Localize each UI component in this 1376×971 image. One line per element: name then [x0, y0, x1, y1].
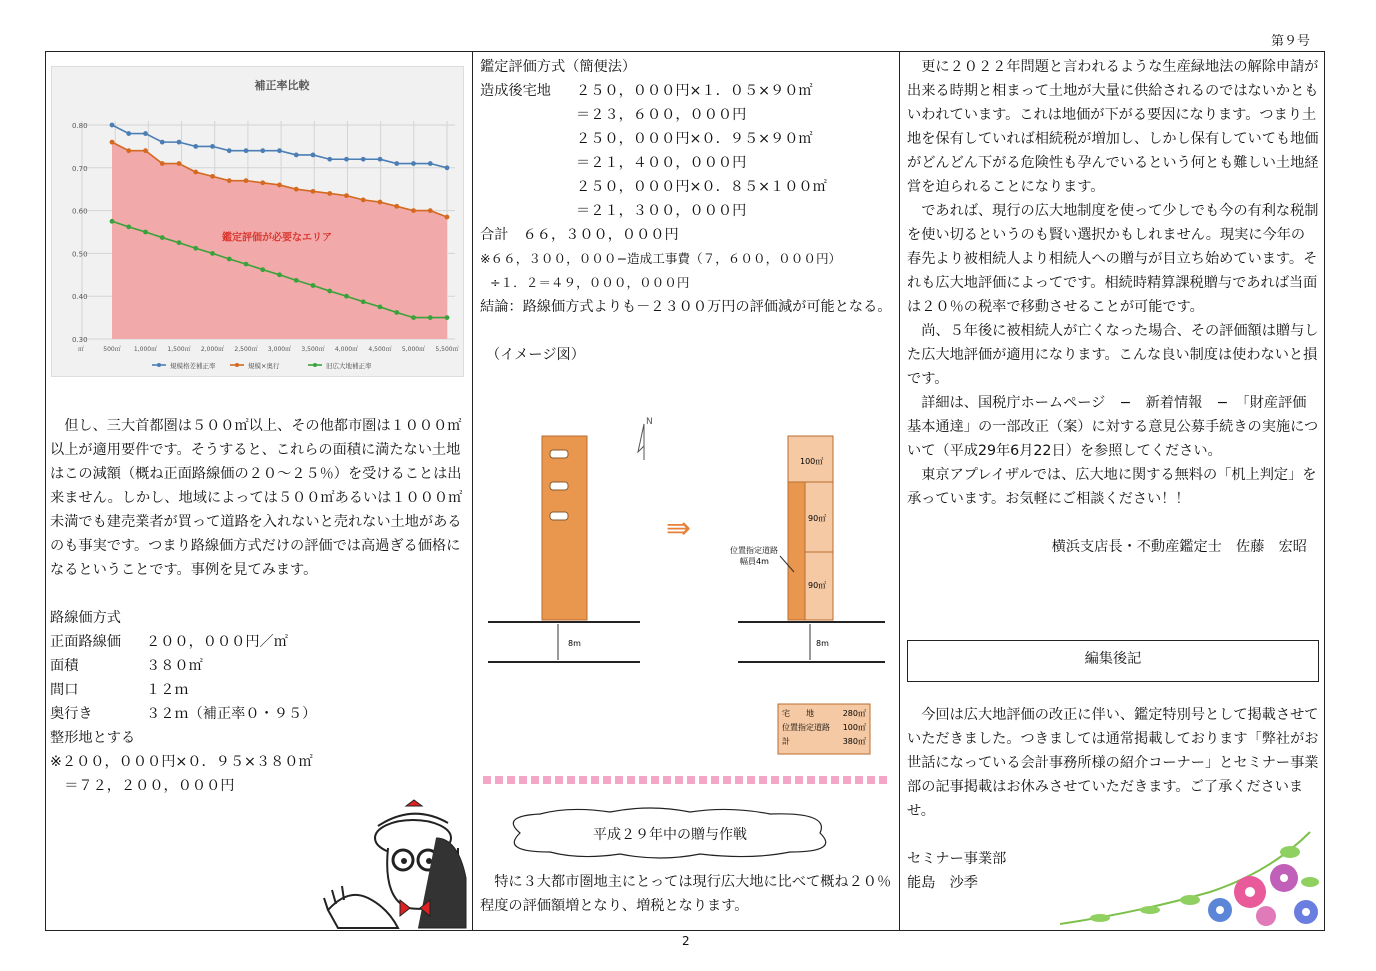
data-point: [327, 191, 332, 196]
y-tick-label: 0.30: [72, 336, 88, 344]
appraisal-note-2: ÷１．２＝４９，０００，０００円: [490, 275, 690, 290]
property-details: [50, 630, 465, 726]
data-point: [244, 148, 249, 153]
data-point: [126, 131, 131, 136]
data-point: [143, 131, 148, 136]
data-point: [445, 315, 450, 320]
gift-strategy-title: 平成２９年中の贈与作戦: [593, 827, 747, 843]
legend-label: 旧広大地補正率: [326, 362, 372, 370]
data-point: [378, 157, 383, 162]
data-point: [177, 161, 182, 166]
method-title: 路線価方式: [50, 610, 121, 626]
paragraph-2022: 更に２０２２年問題と言われるような生産緑地法の解除申請が出来る時期と相まって土地が大量に供給されるのではないかともいわれています。これは地価が下がる要因になります。つまり土地を保有していれば相続税が増加し、しかし保有していても地価がどんどん下がる危険性も孕んでいるという何とも難しい土地経営を迫られることになります。: [907, 59, 1319, 195]
data-point: [361, 299, 366, 304]
appraisal-line: ＝２１，３００，０００円: [576, 203, 747, 219]
column-3: [907, 55, 1319, 559]
data-point: [260, 267, 265, 272]
data-point: [378, 305, 383, 310]
x-tick-label: 5,500㎡: [435, 346, 459, 353]
data-point: [244, 178, 249, 183]
data-point: [344, 193, 349, 198]
data-point: [160, 235, 165, 240]
detail-value: ３８０㎡: [146, 658, 203, 674]
data-point: [277, 148, 282, 153]
data-point: [344, 294, 349, 299]
x-tick-label: 5,000㎡: [401, 346, 426, 353]
editorial-text: 今回は広大地評価の改正に伴い、鑑定特別号として掲載させていただきました。つきましては通常掲載しております「弊社がお世話になっている会計事務所様の紹介コーナー」とセミナー事業部の記事掲載はお休みさせていただきます。ご了承くださいませ。: [907, 707, 1319, 819]
y-tick-label: 0.60: [72, 207, 88, 216]
mascot-illustration: [318, 798, 468, 930]
column-divider-1: [472, 52, 473, 930]
calc-line-1: ※２００，０００円×０．９５×３８０㎡: [50, 754, 313, 770]
lot-90b-label: 90㎡: [808, 581, 827, 590]
data-point: [160, 140, 165, 145]
property-detail-row: [50, 702, 465, 726]
y-tick-label: 0.40: [72, 293, 88, 302]
x-tick-label: 2,500㎡: [234, 346, 258, 353]
appraisal-line: ＝２３，６００，０００円: [576, 107, 747, 123]
data-point: [311, 283, 316, 288]
data-point: [361, 157, 366, 162]
x-origin-label: ㎡: [78, 346, 85, 353]
detail-key: 間口: [50, 682, 79, 698]
legend-label: 規模格差補正率: [170, 362, 216, 370]
data-point: [428, 208, 433, 213]
editorial-dept: セミナー事業部: [907, 851, 1007, 867]
appraisal-note-1: ※６６，３００，０００−造成工事費（７，６００，０００円）: [480, 251, 842, 266]
data-point: [227, 257, 232, 262]
paragraph-consult: 東京アプレイザルでは、広大地に関する無料の「机上判定」を承っています。お気軽にご相談ください！！: [907, 467, 1317, 507]
data-point: [193, 246, 198, 251]
data-point: [394, 161, 399, 166]
image-caption: （イメージ図）: [486, 347, 585, 363]
detail-key: 面積: [50, 658, 79, 674]
data-point: [110, 123, 115, 128]
data-point: [244, 262, 249, 267]
data-point: [126, 148, 131, 153]
appraisal-calc: [480, 79, 895, 223]
legend-key: 位置指定道路: [782, 723, 830, 732]
data-point: [210, 251, 215, 256]
appraisal-label: 造成後宅地: [480, 83, 551, 99]
gift-strategy-text-wrap: [480, 870, 895, 918]
north-arrow: [638, 417, 653, 460]
x-tick-label: 500㎡: [103, 346, 121, 353]
data-point: [193, 170, 198, 175]
lot-100-label: 100㎡: [800, 457, 824, 466]
data-point: [294, 153, 299, 158]
road-label-1: 位置指定道路: [730, 546, 778, 555]
detail-value: ２００，０００円／㎡: [146, 634, 288, 650]
data-point: [110, 219, 115, 224]
data-point: [327, 157, 332, 162]
legend-marker: [313, 363, 317, 367]
correction-rate-chart: [51, 66, 464, 377]
data-point: [445, 165, 450, 170]
north-label: N: [646, 417, 653, 427]
data-point: [294, 187, 299, 192]
y-tick-label: 0.70: [72, 164, 88, 173]
x-tick-label: 4,000㎡: [334, 346, 359, 353]
data-point: [277, 272, 282, 277]
data-point: [177, 140, 182, 145]
road-label-2: 幅員4m: [740, 557, 769, 566]
conclusion: [480, 295, 895, 319]
data-point: [411, 208, 416, 213]
data-point: [260, 148, 265, 153]
data-point: [277, 183, 282, 188]
data-point: [327, 289, 332, 294]
data-point: [311, 153, 316, 158]
data-point: [110, 140, 115, 145]
column-1: [50, 414, 465, 798]
road-width-right: 8m: [816, 639, 829, 648]
x-tick-label: 4,500㎡: [368, 346, 392, 353]
lot-90a-label: 90㎡: [808, 514, 827, 523]
conclusion-label: 結論：: [480, 299, 523, 315]
conversion-arrow-icon: ⇛: [666, 511, 692, 546]
column-2: [480, 55, 895, 367]
chart-title: 補正率比較: [254, 79, 310, 92]
land-division-diagram: [480, 410, 895, 760]
appraisal-line: ２５０，０００円×１．０５×９０㎡: [576, 83, 813, 99]
data-point: [227, 148, 232, 153]
legend-value: 380㎡: [842, 737, 866, 746]
calc-line-2: ＝７２，２００，０００円: [64, 778, 235, 794]
paragraph-tax: であれば、現行の広大地制度を使って少しでも今の有利な税制を使い切るというのも賢い選択かもしれません。現実に今年の春先より被相続人より相続人への贈与が目立ち始めています。それも広大地評価によってです。相続時精算課税贈与であれば当面は２０％の税率で移動させることが可能です。: [907, 203, 1319, 315]
section-divider: [483, 776, 890, 784]
data-point: [411, 315, 416, 320]
intro-paragraph: 但し、三大首都圏は５００㎡以上、その他都市圏は１０００㎡以上が適用要件です。そうすると、これらの面積に満たない土地はこの減額（概ね正面路線価の２０～２５％）を受けることは出来ません。しかし、地域によっては５００㎡あるいは１０００㎡未満でも建売業者が買って道路を入れないと売れない土地があるのも事実です。つまり路線価方式だけの評価では高過ぎる価格になるということです。事例を見てみます。: [50, 418, 463, 578]
data-point: [177, 240, 182, 245]
data-point: [411, 161, 416, 166]
appraisal-total: 合計 ６６，３００，０００円: [480, 227, 679, 243]
data-point: [260, 180, 265, 185]
x-tick-label: 1,000㎡: [133, 346, 158, 353]
legend-marker: [235, 363, 239, 367]
property-detail-row: [50, 630, 465, 654]
detail-value: １２ｍ: [146, 682, 189, 698]
x-tick-label: 3,500㎡: [301, 346, 325, 353]
data-point: [143, 148, 148, 153]
data-point: [227, 178, 232, 183]
conclusion-text: 路線価方式よりも－２３００万円の評価減が可能となる。: [522, 299, 892, 315]
data-point: [210, 174, 215, 179]
paragraph-inheritance: 尚、５年後に被相続人が亡くなった場合、その評価額は贈与した広大地評価が適用になります。こんな良い制度は使わないと損です。: [907, 323, 1319, 387]
property-detail-row: [50, 678, 465, 702]
area-label: 鑑定評価が必要なエリア: [222, 232, 332, 244]
morning-glory-illustration: [1060, 822, 1322, 928]
data-point: [428, 161, 433, 166]
appraisal-title: 鑑定評価方式（簡便法）: [480, 59, 637, 75]
gift-strategy-heading: [500, 806, 840, 860]
chart-svg: [52, 67, 463, 376]
data-point: [378, 200, 383, 205]
editorial-author: 能島 沙季: [907, 875, 978, 891]
paragraph-details: 詳細は、国税庁ホームページ − 新着情報 − 「財産評価基本通達」の一部改正（案）に対する意見公募手続きの実施について（平成29年6月22日）を参照してください。: [907, 395, 1319, 459]
property-detail-row: [50, 654, 465, 678]
detail-key: 奥行き: [50, 706, 93, 722]
x-tick-label: 2,000㎡: [200, 346, 225, 353]
data-point: [428, 315, 433, 320]
data-point: [311, 189, 316, 194]
x-tick-label: 1,500㎡: [167, 346, 191, 353]
appraisal-line: ２５０，０００円×０．９５×９０㎡: [576, 131, 813, 147]
gift-strategy-text: 特に３大都市圏地主にとっては現行広大地に比べて概ね２０％程度の評価額増となり、増税となります。: [480, 874, 892, 914]
legend-key: 宅 地: [782, 709, 814, 718]
legend-value: 280㎡: [842, 709, 866, 718]
data-point: [344, 157, 349, 162]
data-point: [394, 204, 399, 209]
detail-key: 正面路線価: [50, 634, 121, 650]
legend-label: 規模×奥行: [248, 362, 280, 370]
signature: 横浜支店長・不動産鑑定士 佐藤 宏昭: [1051, 539, 1307, 555]
shape-note: 整形地とする: [50, 730, 136, 746]
appraisal-lines: [576, 79, 827, 223]
data-point: [361, 198, 366, 203]
data-point: [394, 310, 399, 315]
detail-value: ３２ｍ（補正率０・９５）: [146, 706, 317, 722]
column-divider-2: [899, 52, 900, 930]
legend-value: 100㎡: [842, 723, 866, 732]
legend-marker: [157, 363, 161, 367]
legend-key: 計: [782, 737, 790, 746]
data-point: [160, 161, 165, 166]
data-point: [126, 224, 131, 229]
data-point: [294, 278, 299, 283]
y-tick-label: 0.50: [72, 250, 88, 259]
original-lot: [542, 436, 587, 620]
editorial-title-box: 編集後記: [907, 640, 1319, 682]
x-tick-label: 3,000㎡: [267, 346, 292, 353]
issue-number: 第９号: [1270, 34, 1310, 49]
page-number: 2: [682, 934, 690, 948]
data-point: [143, 230, 148, 235]
appraisal-line: ＝２１，４００，０００円: [576, 155, 747, 171]
appraisal-line: ２５０，０００円×０．８５×１００㎡: [576, 179, 827, 195]
data-point: [445, 215, 450, 220]
data-point: [210, 144, 215, 149]
road-width-left: 8m: [568, 639, 581, 648]
y-tick-label: 0.80: [72, 122, 88, 130]
data-point: [193, 144, 198, 149]
